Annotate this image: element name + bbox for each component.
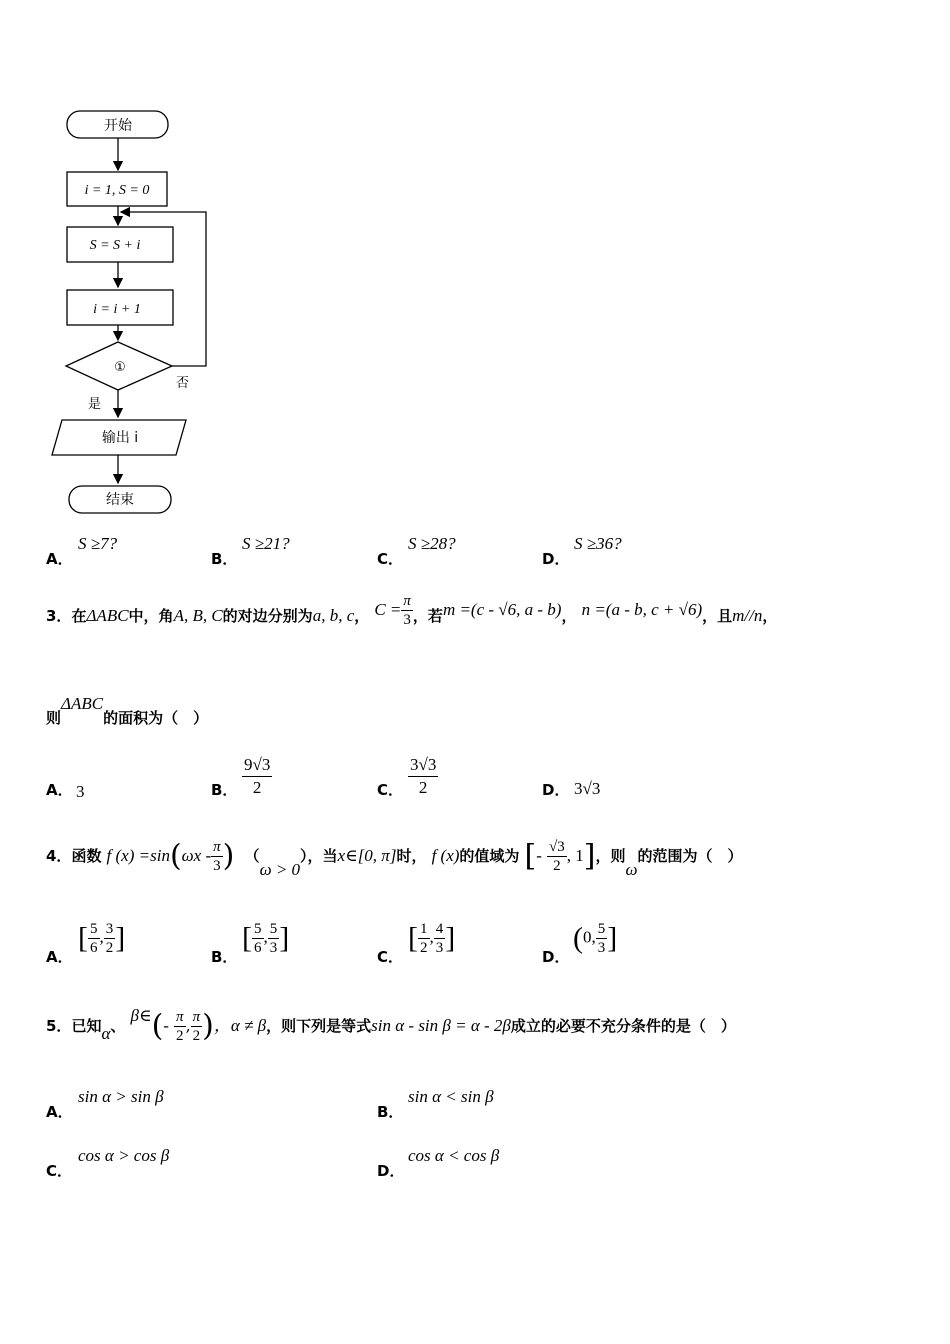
q3-option-c-num: 3√3 <box>408 754 438 777</box>
q3-option-d-text: 3√3 <box>574 779 601 798</box>
q4-omega: ω <box>625 860 638 879</box>
q4-paren-l: （ <box>244 847 260 865</box>
q2-option-c-text: S ≥28? <box>408 534 456 553</box>
q4-number: 4． <box>46 847 72 865</box>
q5-option-b-text: sin α < sin β <box>408 1087 494 1106</box>
q4-domain: x∈[0, π] <box>337 846 397 865</box>
q5-text-3: ，则下列是等式 <box>266 1017 372 1035</box>
q5-option-c-text: cos α > cos β <box>78 1146 170 1165</box>
q5-option-d-text: cos α < cos β <box>408 1146 500 1165</box>
q3-line2-triangle: ΔABC <box>61 694 104 713</box>
q4-a-lo-num: 5 <box>90 921 98 937</box>
q5-equation: sin α - sin β = α - 2β <box>371 1016 511 1035</box>
q3-number: 3． <box>46 607 72 625</box>
q5-text-4: 成立的必要不充分条件的是（ ） <box>510 1017 736 1035</box>
q4-b-lo-num: 5 <box>254 921 262 937</box>
q2-option-d-label: D． <box>542 550 570 568</box>
q2-option-b-text: S ≥21? <box>242 534 290 553</box>
q3-text-2: 中，角 <box>128 607 174 625</box>
q4-three: 3 <box>213 858 221 874</box>
q4-range-num: √3 <box>549 839 565 855</box>
q4-c-lo-num: 1 <box>420 921 428 937</box>
q5-option-d-label: D． <box>377 1162 405 1180</box>
q4-range-neg: - <box>536 846 542 865</box>
q5-two-1: 2 <box>176 1028 184 1044</box>
flow-yes-label: 是 <box>88 397 102 412</box>
q4-text-5: ，则 <box>595 847 626 865</box>
q4-a-lo-den: 6 <box>90 940 98 956</box>
q4-pi-over-3 <box>211 838 223 875</box>
q4-text-2: ），当 <box>300 847 338 865</box>
q4-fx2: f (x) <box>431 846 460 865</box>
q3-m-vector: m =(c - √6, a - b) <box>442 600 562 619</box>
q4-text-6: 的范围为（ ） <box>637 847 743 865</box>
q4-c-lo-den: 2 <box>420 940 428 956</box>
q5-alpha: α <box>101 1024 111 1043</box>
q4-arg: ωx - <box>181 846 212 865</box>
q4-condition: ω > 0 <box>259 860 301 879</box>
q5-text-1: 已知 <box>71 1017 102 1035</box>
q4-pi: π <box>213 839 221 855</box>
q3-option-d-label: D． <box>542 781 570 799</box>
q4-text-1: 函数 <box>71 847 102 865</box>
q4-range-end: , 1 <box>566 846 584 865</box>
q3-line2-pre: 则 <box>46 709 62 727</box>
q5-not-equal: ，α ≠ β <box>213 1016 267 1035</box>
q5-number: 5． <box>46 1017 72 1035</box>
flow-output-text: 输出 i <box>101 430 139 446</box>
q5-neg-pi-over-2 <box>174 1008 186 1045</box>
q5-neg: - <box>163 1016 169 1035</box>
q4-a-hi-num: 3 <box>105 921 114 937</box>
q3-option-a-text: 3 <box>76 782 85 801</box>
q4-d-hi-num: 5 <box>597 921 606 937</box>
question-5: 5．已知α、 β∈(- $\frac{\pi}{2}$ , $\frac{\pi}{2}$ )，α ≠ β，则下列是等式sin α - sin β = α - 2β成立的必要不充分条件的是（ ） <box>46 1006 736 1044</box>
q5-option-b-label: B． <box>377 1103 404 1121</box>
q3-pi-over-3 <box>401 592 413 629</box>
q3-triangle: ΔABC <box>86 606 129 625</box>
q5-pi-2: π <box>192 1009 201 1025</box>
q3-option-c-frac <box>408 754 438 799</box>
q3-comma-1: ， <box>354 607 370 625</box>
q3-line-2 <box>46 693 209 727</box>
q5-pi-1: π <box>176 1009 184 1025</box>
q3-comma-2: ， <box>561 607 577 625</box>
flow-end-text: 结束 <box>106 492 134 508</box>
q4-option-a-label: A． <box>46 948 73 966</box>
q3-comma-3: ， <box>762 607 778 625</box>
q4-option-d-label: D． <box>542 948 570 966</box>
flow-start-text: 开始 <box>104 118 132 134</box>
q4-b-lo-den: 6 <box>254 940 262 956</box>
q4-option-d-value: (0, $\frac{5}{3}$ ] <box>573 921 618 956</box>
q3-option-b-label: B． <box>211 781 238 799</box>
q4-c-hi-den: 3 <box>435 940 444 956</box>
q4-option-b-label: B． <box>211 948 238 966</box>
q4-option-a-value: [ $\frac{5}{6}$ , $\frac{3}{2}$ ] <box>78 921 126 956</box>
q4-b-hi-num: 5 <box>269 921 278 937</box>
q3-option-b-frac <box>242 754 272 799</box>
q3-three: 3 <box>403 612 411 628</box>
q3-pi: π <box>403 593 411 609</box>
q3-option-b-num: 9√3 <box>242 754 272 777</box>
q3-option-a-label: A． <box>46 781 73 799</box>
flow-condition-text: ① <box>114 360 126 375</box>
flow-step2-text: i = i + 1 <box>93 302 141 317</box>
question-3 <box>46 593 778 635</box>
q4-d-hi-den: 3 <box>597 940 606 956</box>
q4-text-3: 时， <box>396 847 427 865</box>
q5-two-2: 2 <box>192 1028 201 1044</box>
q3-option-c-label: C． <box>377 781 404 799</box>
q3-parallel: m//n <box>732 606 763 625</box>
q4-b-hi-den: 3 <box>269 940 278 956</box>
q4-option-c-label: C． <box>377 948 404 966</box>
q5-option-c-label: C． <box>46 1162 73 1180</box>
q4-range-den: 2 <box>553 858 561 874</box>
q3-angles: A, B, C <box>173 606 223 625</box>
flow-init-text: i = 1, S = 0 <box>84 183 150 198</box>
q3-sides: a, b, c <box>312 606 355 625</box>
q3-option-b-den: 2 <box>252 778 262 797</box>
q5-pi-over-2 <box>191 1008 203 1045</box>
q4-c-hi-num: 4 <box>435 921 444 937</box>
q4-a-hi-den: 2 <box>105 940 114 956</box>
question-4: 4．函数 f (x) =sin(ωx - $\frac{\pi}{3}$ ) （ω > 0），当x∈[0, π]时， f (x)的值域为 [- $\frac{√3}{2}$ , 1]，则ω的范围为（ ） <box>46 838 743 879</box>
q2-option-d-text: S ≥36? <box>574 534 622 553</box>
q2-option-c-label: C． <box>377 550 404 568</box>
flowchart <box>0 0 260 520</box>
q4-text-4: 的值域为 <box>459 847 520 865</box>
q3-n-vector: n =(a - b, c + √6) <box>581 600 703 619</box>
q4-range-frac <box>547 838 567 875</box>
flow-no-label: 否 <box>176 376 190 391</box>
q3-text-1: 在 <box>71 607 87 625</box>
q4-option-c-value: [ $\frac{1}{2}$ , $\frac{4}{3}$ ] <box>408 921 456 956</box>
q3-text-4: ，若 <box>412 607 443 625</box>
q3-option-c-den: 2 <box>418 778 428 797</box>
q4-d-lo: 0, <box>583 927 596 947</box>
q3-text-3: 的对边分别为 <box>222 607 313 625</box>
q4-fx: f (x) =sin <box>106 846 170 865</box>
q5-option-a-text: sin α > sin β <box>78 1087 164 1106</box>
q2-option-a-text: S ≥7? <box>78 534 118 553</box>
q5-option-a-label: A． <box>46 1103 73 1121</box>
q2-option-b-label: B． <box>211 550 238 568</box>
q5-text-2: 、 <box>110 1017 126 1035</box>
flow-step1-text: S = S + i <box>89 238 141 253</box>
q3-text-5: ，且 <box>702 607 733 625</box>
q4-option-b-value: [ $\frac{5}{6}$ , $\frac{5}{3}$ ] <box>242 921 290 956</box>
q5-beta-in: β∈ <box>130 1006 152 1025</box>
q3-line2-post: 的面积为（ ） <box>103 709 209 727</box>
q3-c-eq: C = <box>374 600 402 619</box>
q2-option-a-label: A． <box>46 550 73 568</box>
